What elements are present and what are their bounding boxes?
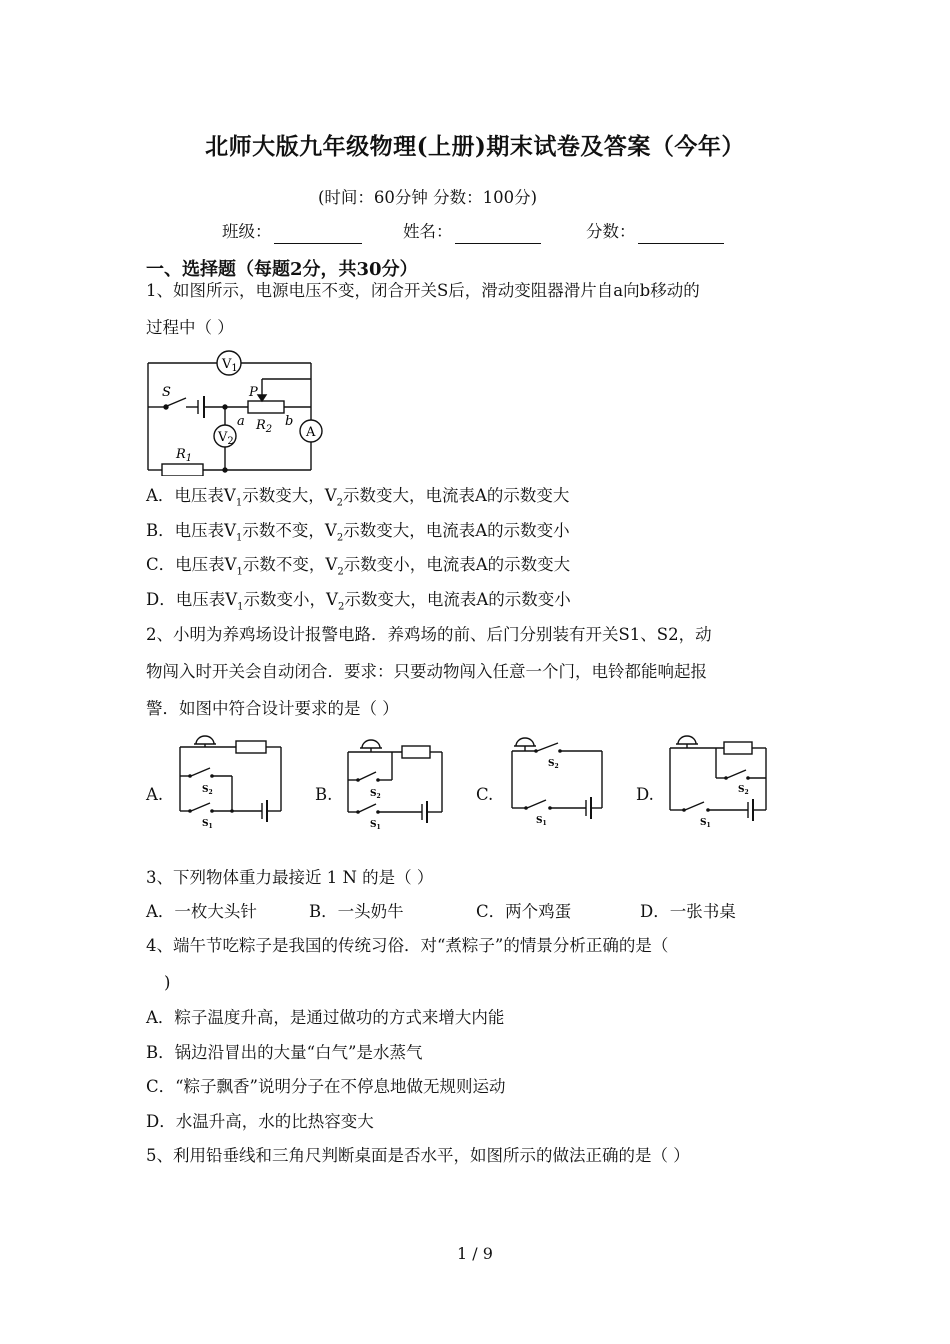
q2-a-s2-label: $S_2$	[202, 785, 213, 796]
q2-line1: 2、小明为养鸡场设计报警电路．养鸡场的前、后门分别装有开关S1、S2，动	[146, 625, 712, 644]
q2-circuit-b	[344, 734, 448, 830]
q1-option-d: D．电压表$V_1$示数变小，$V_2$示数变大，电流表A的示数变小	[146, 590, 571, 613]
q1-option-a: A．电压表$V_1$示数变大，$V_2$示数变大，电流表A的示数变大	[146, 486, 570, 509]
page-number: 1 / 9	[457, 1244, 493, 1263]
q2-option-c-letter: C.	[476, 785, 494, 804]
q1-circuit-figure	[140, 348, 330, 476]
q3-line1: 3、下列物体重力最接近 1 N 的是（ ）	[146, 868, 434, 887]
q1-line1: 1、如图所示，电源电压不变，闭合开关S后，滑动变阻器滑片自a向b移动的	[146, 281, 700, 300]
q4-line2: )	[164, 973, 171, 992]
name-label: 姓名：	[403, 222, 453, 241]
q1-r1-label: $R_1$	[176, 447, 193, 464]
exam-title: 北师大版九年级物理(上册)期末试卷及答案（今年）	[205, 133, 745, 160]
q3-option-c: C．两个鸡蛋	[476, 902, 572, 921]
q1-b-label: b	[285, 414, 294, 429]
q2-option-d-letter: D.	[636, 785, 654, 804]
q4-option-c: C．“粽子飘香”说明分子在不停息地做无规则运动	[146, 1077, 506, 1096]
q1-slider-label: P	[249, 385, 258, 400]
q2-circuit-a	[176, 730, 288, 830]
score-field	[586, 220, 724, 244]
q3-option-d: D．一张书桌	[640, 902, 736, 921]
q2-b-s1-label: $S_1$	[370, 820, 381, 830]
q5-line1: 5、利用铅垂线和三角尺判断桌面是否水平，如图所示的做法正确的是（ ）	[146, 1146, 690, 1165]
q2-d-s2-label: $S_2$	[738, 785, 749, 796]
q2-d-s1-label: $S_1$	[700, 818, 711, 829]
q2-a-s1-label: $S_1$	[202, 819, 213, 830]
exam-info: (时间：60分钟 分数：100分)	[318, 188, 538, 207]
q2-option-b-letter: B.	[315, 785, 333, 804]
section1-title: 一、选择题（每题2分，共30分）	[146, 259, 418, 280]
q3-option-b: B．一头奶牛	[309, 902, 404, 921]
q1-v1-label: $V_1$	[222, 357, 238, 374]
q1-option-b: B．电压表$V_1$示数不变，$V_2$示数变大，电流表A的示数变小	[146, 521, 570, 544]
q1-line2: 过程中（ ）	[146, 318, 234, 337]
class-field	[222, 220, 362, 244]
q2-line2: 物闯入时开关会自动闭合．要求：只要动物闯入任意一个门，电铃都能响起报	[146, 662, 707, 681]
q2-option-a-letter: A.	[146, 785, 164, 804]
score-label: 分数：	[586, 222, 636, 241]
q2-circuit-d	[666, 732, 776, 830]
q1-v2-label: $V_2$	[218, 430, 234, 447]
q2-line3: 警．如图中符合设计要求的是（ ）	[146, 699, 399, 718]
q1-ammeter-label: A	[306, 425, 316, 440]
q1-option-c: C．电压表$V_1$示数不变，$V_2$示数变小，电流表A的示数变大	[146, 555, 571, 578]
name-blank[interactable]	[455, 225, 541, 244]
q1-r2-label: $R_2$	[256, 418, 273, 435]
q1-a-label: a	[237, 414, 245, 429]
q4-option-a: A．粽子温度升高，是通过做功的方式来增大内能	[146, 1008, 505, 1027]
q3-option-a: A．一枚大头针	[146, 902, 257, 921]
class-blank[interactable]	[274, 225, 362, 244]
name-field	[403, 220, 541, 244]
q2-b-s2-label: $S_2$	[370, 789, 381, 800]
q2-c-s2-label: $S_2$	[548, 759, 559, 770]
q1-switch-label: S	[162, 385, 171, 400]
class-label: 班级：	[222, 222, 272, 241]
score-blank[interactable]	[638, 225, 724, 244]
q4-option-d: D．水温升高，水的比热容变大	[146, 1112, 374, 1131]
q2-circuit-c	[506, 732, 610, 828]
q4-option-b: B．锅边沿冒出的大量“白气”是水蒸气	[146, 1043, 423, 1062]
q4-line1: 4、端午节吃粽子是我国的传统习俗．对“煮粽子”的情景分析正确的是（	[146, 936, 669, 955]
q2-c-s1-label: $S_1$	[536, 816, 547, 827]
